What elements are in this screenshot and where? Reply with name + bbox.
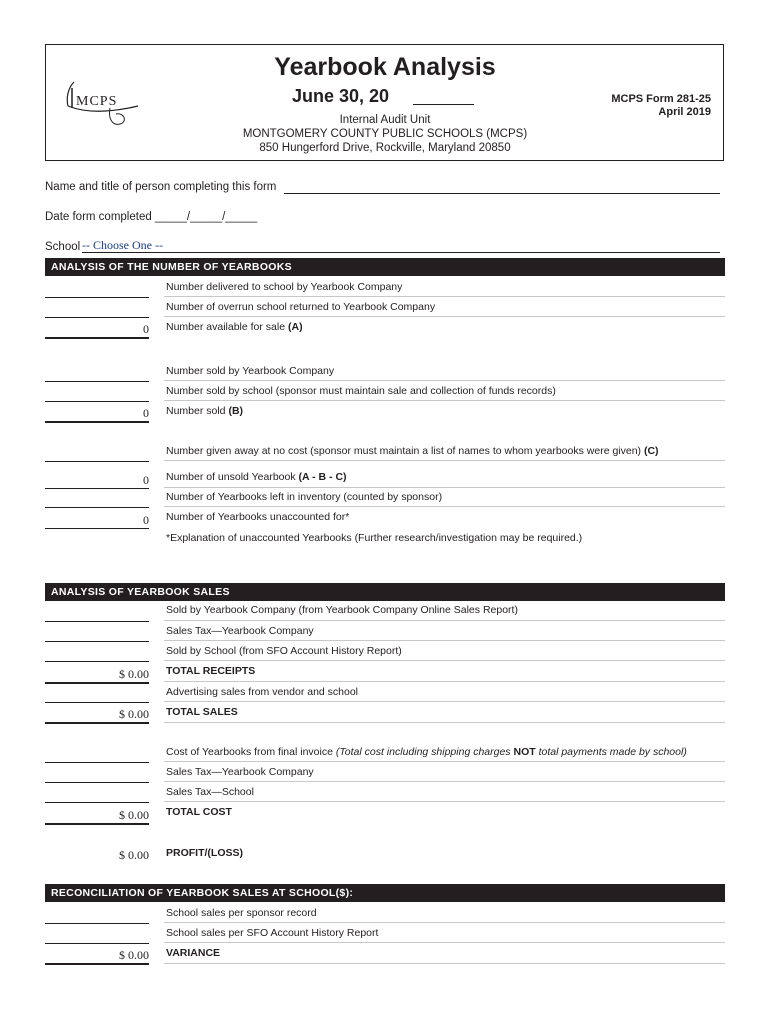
date-completed-field[interactable]: Date form completed _____/_____/_____: [45, 211, 258, 223]
total-receipts-underline: [45, 682, 149, 684]
row-sold: Number sold (B): [166, 405, 244, 417]
sold-company-input[interactable]: [45, 381, 149, 382]
form-date: June 30, 20: [292, 86, 390, 106]
row-divider: [164, 487, 725, 488]
inventory-input[interactable]: [45, 507, 149, 508]
row-variance: VARIANCE: [166, 947, 221, 959]
sales-tax-company-input[interactable]: [45, 641, 149, 642]
form-title: Yearbook Analysis: [274, 53, 496, 81]
organization-address: 850 Hungerford Drive, Rockville, Maryland 20850: [259, 142, 511, 154]
row-divider: [164, 681, 725, 682]
row-divider: [164, 701, 725, 702]
row-divider: [164, 801, 725, 802]
sold-school-input[interactable]: [45, 401, 149, 402]
row-cost-tax-school: Sales Tax—School: [166, 786, 254, 798]
row-unaccounted: Number of Yearbooks unaccounted for*: [166, 511, 350, 523]
row-cost-tax-company: Sales Tax—Yearbook Company: [166, 766, 314, 778]
cost-tax-school-input[interactable]: [45, 802, 149, 803]
sold-company-sales-input[interactable]: [45, 621, 149, 622]
row-inventory: Number of Yearbooks left in inventory (counted by sponsor): [166, 491, 443, 503]
row-available: Number available for sale (A): [166, 321, 303, 333]
available-underline: [45, 337, 149, 339]
form-number-date: April 2019: [658, 106, 711, 118]
row-divider: [164, 620, 725, 621]
overrun-input[interactable]: [45, 317, 149, 318]
delivered-input[interactable]: [45, 297, 149, 298]
unsold-underline: [45, 488, 149, 489]
row-advertising: Advertising sales from vendor and school: [166, 686, 359, 698]
row-sales-tax-company: Sales Tax—Yearbook Company: [166, 625, 314, 637]
row-divider: [164, 460, 725, 461]
total-receipts-value[interactable]: $ 0.00: [119, 667, 149, 681]
given-away-input[interactable]: [45, 461, 149, 462]
sfo-report-input[interactable]: [45, 943, 149, 944]
total-sales-underline: [45, 722, 149, 724]
form-number: [611, 93, 711, 119]
logo-text: MCPS: [76, 94, 118, 109]
cost-tax-company-input[interactable]: [45, 782, 149, 783]
sold-underline: [45, 421, 149, 423]
school-select[interactable]: -- Choose One --: [82, 238, 163, 252]
row-delivered: Number delivered to school by Yearbook Company: [166, 281, 403, 293]
sold-value[interactable]: 0: [143, 406, 149, 420]
row-divider: [164, 761, 725, 762]
total-cost-value[interactable]: $ 0.00: [119, 808, 149, 822]
row-overrun: Number of overrun school returned to Yearbook Company: [166, 301, 436, 313]
row-profit-loss: PROFIT/(LOSS): [166, 847, 243, 859]
row-total-sales: TOTAL SALES: [166, 706, 238, 718]
row-sold-school-sales: Sold by School (from SFO Account History Report): [166, 645, 402, 657]
sponsor-record-input[interactable]: [45, 923, 149, 924]
total-sales-value[interactable]: $ 0.00: [119, 707, 149, 721]
variance-underline: [45, 963, 149, 965]
row-divider: [164, 400, 725, 401]
row-sold-company-sales: Sold by Yearbook Company (from Yearbook Company Online Sales Report): [166, 604, 518, 616]
row-divider: [164, 781, 725, 782]
school-label: School: [45, 241, 81, 253]
row-divider: [164, 296, 725, 297]
school-select-underline: [82, 252, 720, 253]
row-unsold: Number of unsold Yearbook (A - B - C): [166, 471, 347, 483]
unsold-value[interactable]: 0: [143, 473, 149, 487]
name-title-input[interactable]: [284, 193, 720, 194]
row-divider: [164, 963, 725, 964]
row-divider: [164, 506, 725, 507]
row-divider: [164, 942, 725, 943]
row-cost: Cost of Yearbooks from final invoice (Total cost including shipping charges NOT total payments made by school): [166, 746, 687, 758]
row-explanation: *Explanation of unaccounted Yearbooks (Further research/investigation may be required.): [166, 532, 583, 544]
row-divider: [164, 316, 725, 317]
row-sfo-report: School sales per SFO Account History Report: [166, 927, 379, 939]
unsold-ref: (A - B - C): [298, 471, 347, 483]
form-date-blank[interactable]: [413, 104, 474, 105]
section-yearbook-count: ANALYSIS OF THE NUMBER OF YEARBOOKS: [45, 258, 725, 276]
sold-ref: (B): [228, 405, 244, 417]
row-divider: [164, 380, 725, 381]
profit-loss-value[interactable]: $ 0.00: [119, 848, 149, 862]
row-total-receipts: TOTAL RECEIPTS: [166, 665, 256, 677]
cost-input[interactable]: [45, 762, 149, 763]
total-cost-underline: [45, 823, 149, 825]
row-divider: [164, 922, 725, 923]
row-divider: [164, 640, 725, 641]
row-total-cost: TOTAL COST: [166, 806, 232, 818]
row-sold-company: Number sold by Yearbook Company: [166, 365, 335, 377]
name-title-label: Name and title of person completing this form: [45, 181, 277, 193]
variance-value[interactable]: $ 0.00: [119, 948, 149, 962]
row-sponsor-record: School sales per sponsor record: [166, 907, 317, 919]
unaccounted-value[interactable]: 0: [143, 513, 149, 527]
unaccounted-underline: [45, 528, 149, 529]
form-number-id: MCPS Form 281-25: [611, 93, 711, 105]
advertising-input[interactable]: [45, 702, 149, 703]
organization-name: MONTGOMERY COUNTY PUBLIC SCHOOLS (MCPS): [242, 128, 528, 140]
available-value[interactable]: 0: [143, 322, 149, 336]
row-divider: [164, 660, 725, 661]
row-sold-school: Number sold by school (sponsor must maintain sale and collection of funds records): [166, 385, 556, 397]
row-divider: [164, 722, 725, 723]
sold-school-sales-input[interactable]: [45, 661, 149, 662]
section-yearbook-sales: ANALYSIS OF YEARBOOK SALES: [45, 583, 725, 601]
audit-unit: Internal Audit Unit: [339, 114, 431, 126]
row-given-away: Number given away at no cost (sponsor must maintain a list of names to whom yearbooks were given) (C): [166, 445, 659, 457]
section-reconciliation: RECONCILIATION OF YEARBOOK SALES AT SCHOOL($):: [45, 884, 725, 902]
available-ref: (A): [287, 321, 303, 333]
given-ref: (C): [643, 445, 659, 457]
